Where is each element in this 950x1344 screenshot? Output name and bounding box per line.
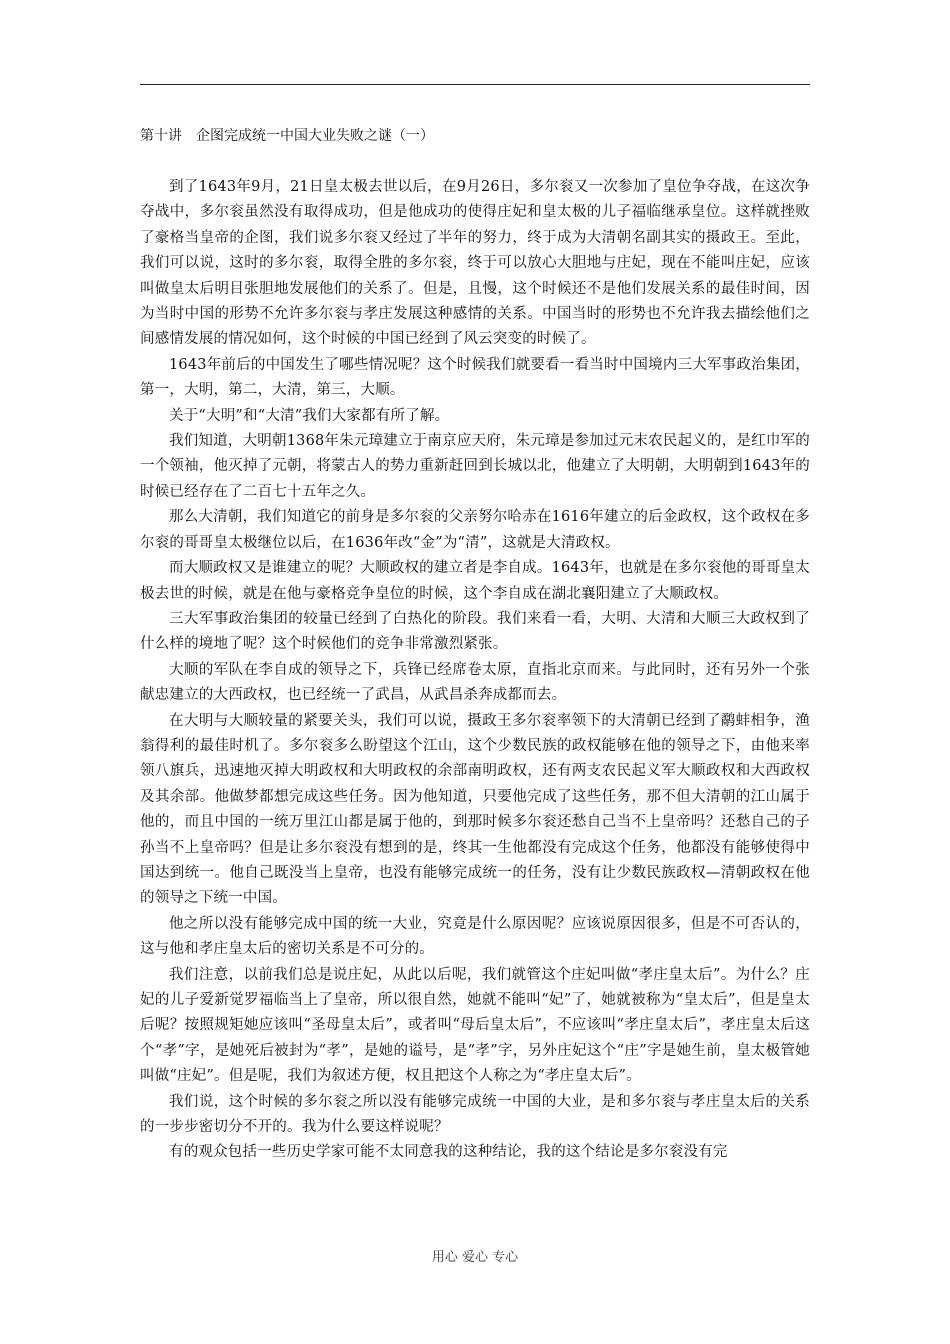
- paragraph: 到了1643年9月，21日皇太极去世以后，在9月26日，多尔衮又一次参加了皇位争夺战，在这次争夺战中，多尔衮虽然没有取得成功，但是他成功的使得庄妃和皇太极的儿子福临继承皇位。这样就挫败了豪格当皇帝的企图，我们说多尔衮又经过了半年的努力，终于成为大清朝名副其实的摄政王。至此，我们可以说，这时的多尔衮，取得全胜的多尔衮，终于可以放心大胆地与庄妃，现在不能叫庄妃，应该叫做皇太后明目张胆地发展他们的关系了。但是，且慢，这个时候还不是他们发展关系的最佳时间，因为当时中国的形势不允许多尔衮与孝庄发展这种感情的关系。中国当时的形势也不允许我去描绘他们之间感情发展的情况如何，这个时候的中国已经到了风云突变的时候了。: [140, 179, 810, 348]
- paragraph: 我们注意，以前我们总是说庄妃，从此以后呢，我们就管这个庄妃叫做“孝庄皇太后”。为什么？庄妃的儿子爱新觉罗福临当上了皇帝，所以很自然，她就不能叫“妃”了，她就被称为“皇太后”，但是皇太后呢？按照规矩她应该叫“圣母皇太后”，或者叫“母后皇太后”，不应该叫“孝庄皇太后”，孝庄皇太后这个“孝”字，是她死后被封为“孝”，是她的谥号，是“孝”字，另外庄妃这个“庄”字是她生前，皇太极管她叫做“庄妃”。但是呢，我们为叙述方便，权且把这个人称之为“孝庄皇太后”。: [140, 966, 810, 1085]
- paragraph: 在大明与大顺较量的紧要关头，我们可以说，摄政王多尔衮率领下的大清朝已经到了鹬蚌相争，渔翁得利的最佳时机了。多尔衮多么盼望这个江山，这个少数民族的政权能够在他的领导之下，由他来率领八旗兵，迅速地灭掉大明政权和大明政权的余部南明政权，还有两支农民起义军大顺政权和大西政权及其余部。他做梦都想完成这些任务。因为他知道，只要他完成了这些任务，那不但大清朝的江山属于他的，而且中国的一统万里江山都是属于他的，到那时候多尔衮还愁自己当不上皇帝吗？还愁自己的子孙当不上皇帝吗？但是让多尔衮没有想到的是，终其一生他都没有完成这个任务，他都没有能够使得中国达到统一。他自己既没当上皇帝，也没有能够完成统一的任务，没有让少数民族政权—清朝政权在他的领导之下统一中国。: [140, 712, 810, 907]
- paragraph: 有的观众包括一些历史学家可能不太同意我的这种结论，我的这个结论是多尔衮没有完: [169, 1144, 728, 1161]
- paragraph: 1643年前后的中国发生了哪些情况呢？这个时候我们就要看一看当时中国境内三大军事政治集团，第一，大明，第二，大清，第三，大顺。: [140, 356, 810, 399]
- paragraph: 而大顺政权又是谁建立的呢？大顺政权的建立者是李自成。1643年，也就是在多尔衮他的哥哥皇太极去世的时候，就是在他与豪格竞争皇位的时候，这个李自成在湖北襄阳建立了大顺政权。: [140, 560, 810, 602]
- paragraph: 关于“大明”和“大清”我们大家都有所了解。: [169, 407, 450, 424]
- paragraph: 他之所以没有能够完成中国的统一大业，究竟是什么原因呢？应该说原因很多，但是不可否认的，这与他和孝庄皇太后的密切关系是不可分的。: [140, 915, 810, 958]
- paragraph: 我们知道，大明朝1368年朱元璋建立于南京应天府，朱元璋是参加过元末农民起义的，是红巾军的一个领袖，他灭掉了元朝，将蒙古人的势力重新赶回到长城以北，他建立了大明朝，大明朝到1643年的时候已经存在了二百七十五年之久。: [140, 433, 810, 500]
- paragraph: 那么大清朝，我们知道它的前身是多尔衮的父亲努尔哈赤在1616年建立的后金政权，这个政权在多尔衮的哥哥皇太极继位以后，在1636年改“金”为“清”，这就是大清政权。: [140, 509, 810, 551]
- page-footer: 用心 爱心 专心: [431, 1250, 519, 1265]
- header-rule: [140, 84, 810, 85]
- page-title: 第十讲 企图完成统一中国大业失败之谜（一）: [140, 128, 434, 144]
- body-text: [140, 175, 810, 1166]
- paragraph: 大顺的军队在李自成的领导之下，兵锋已经席卷太原，直指北京而来。与此同时，还有另外一个张献忠建立的大西政权，也已经统一了武昌，从武昌杀奔成都而去。: [140, 661, 810, 704]
- paragraph: 我们说，这个时候的多尔衮之所以没有能够完成统一中国的大业，是和多尔衮与孝庄皇太后的关系的一步步密切分不开的。我为什么要这样说呢？: [140, 1093, 810, 1136]
- paragraph: 三大军事政治集团的较量已经到了白热化的阶段。我们来看一看，大明、大清和大顺三大政权到了什么样的境地了呢？这个时候他们的竞争非常激烈紧张。: [140, 610, 810, 653]
